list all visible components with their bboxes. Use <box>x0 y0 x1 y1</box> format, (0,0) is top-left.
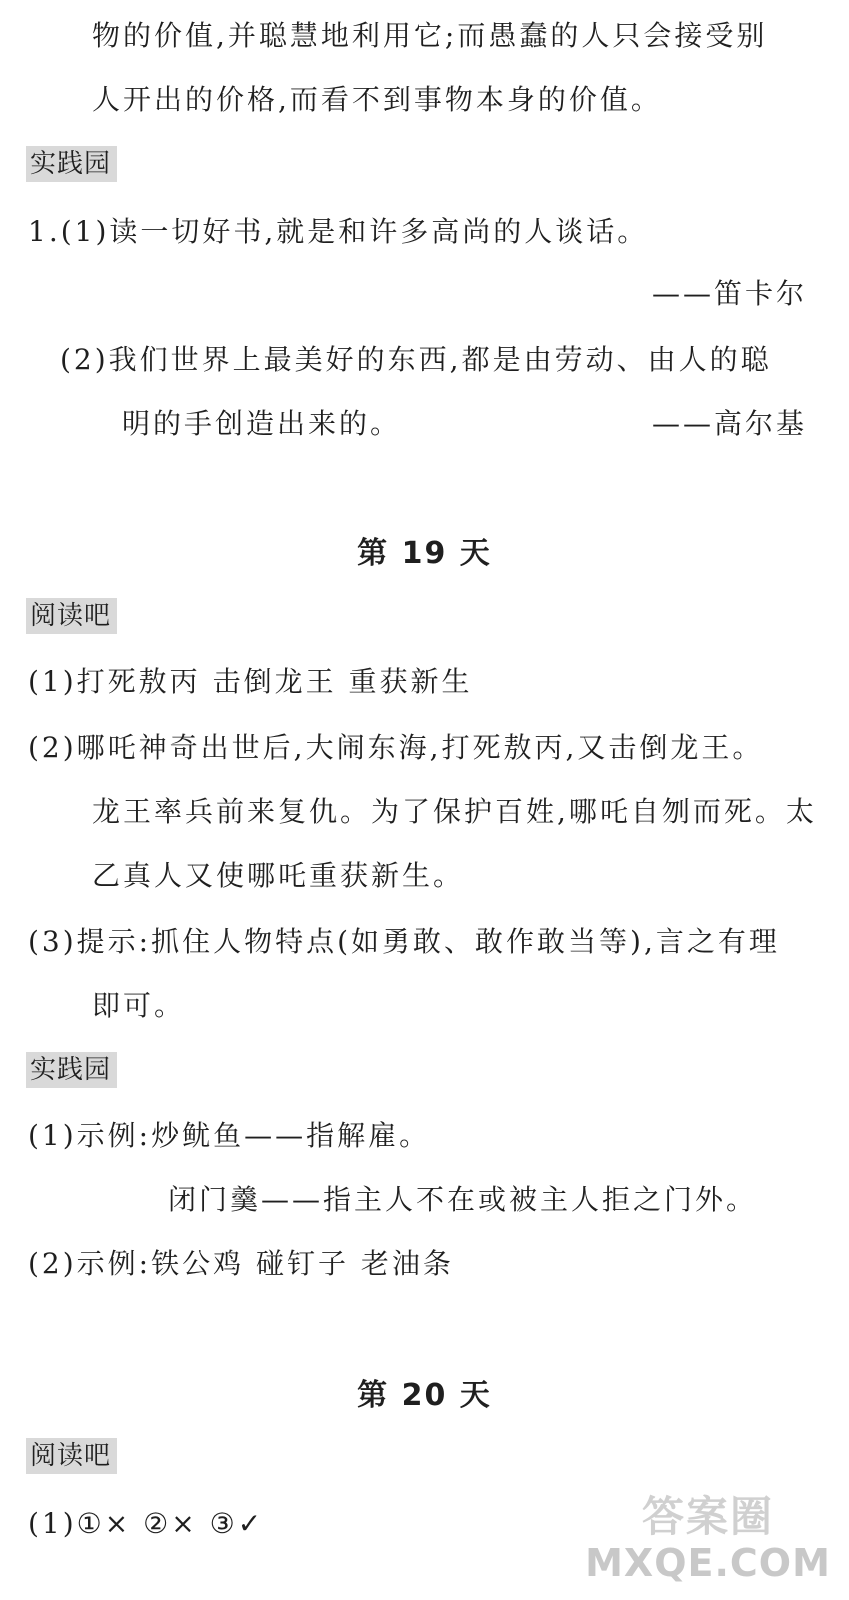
quote-1-author: ——笛卡尔 <box>651 277 807 310</box>
day20-reading-q1: (1)①× ②× ③✓ <box>28 1507 265 1540</box>
day19-reading-q1: (1)打死敖丙 击倒龙王 重获新生 <box>28 665 473 698</box>
watermark-top-text: 答案圈 <box>641 1492 774 1541</box>
day19-practice-q1-line-2: 闭门羹——指主人不在或被主人拒之门外。 <box>168 1183 758 1216</box>
intro-line-1: 物的价值,并聪慧地利用它;而愚蠢的人只会接受别 <box>92 19 768 52</box>
day19-practice-q2: (2)示例:铁公鸡 碰钉子 老油条 <box>28 1247 454 1280</box>
day-19-title: 第 19 天 <box>357 536 492 571</box>
section-heading-practice: 实践园 <box>26 146 117 182</box>
day19-reading-q2-line-2: 龙王率兵前来复仇。为了保护百姓,哪吒自刎而死。太 <box>92 795 817 828</box>
day19-reading-q3-line-2: 即可。 <box>92 989 186 1022</box>
watermark-bottom-text: MXQE.COM <box>585 1541 831 1585</box>
day-20-title: 第 20 天 <box>357 1378 492 1413</box>
section-heading-practice: 实践园 <box>26 1052 117 1088</box>
section-heading-reading: 阅读吧 <box>26 1438 117 1474</box>
quote-2-author: ——高尔基 <box>651 407 807 440</box>
watermark-logo <box>583 1492 833 1592</box>
quote-2-line-2: 明的手创造出来的。 <box>122 407 402 440</box>
quote-2-line-1: (2)我们世界上最美好的东西,都是由劳动、由人的聪 <box>60 343 772 376</box>
day19-practice-q1-line-1: (1)示例:炒鱿鱼——指解雇。 <box>28 1119 431 1152</box>
day19-reading-q2-line-3: 乙真人又使哪吒重获新生。 <box>92 859 465 892</box>
day19-reading-q2-line-1: (2)哪吒神奇出世后,大闹东海,打死敖丙,又击倒龙王。 <box>28 731 764 764</box>
day19-reading-q3-line-1: (3)提示:抓住人物特点(如勇敢、敢作敢当等),言之有理 <box>28 925 780 958</box>
quote-1: 1.(1)读一切好书,就是和许多高尚的人谈话。 <box>28 215 649 248</box>
intro-line-2: 人开出的价格,而看不到事物本身的价值。 <box>92 83 662 116</box>
section-heading-reading: 阅读吧 <box>26 598 117 634</box>
